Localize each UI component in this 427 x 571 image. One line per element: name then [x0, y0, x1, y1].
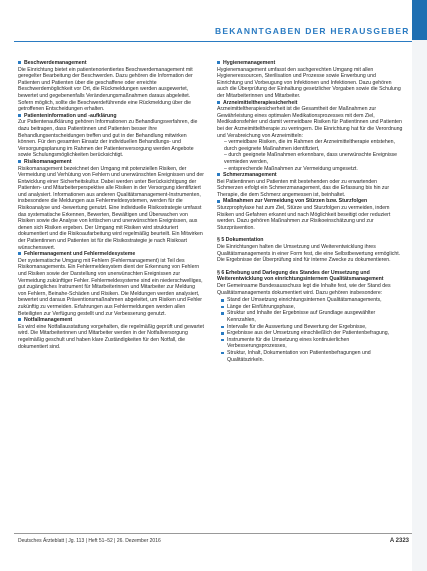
section-text: Der systematische Umgang mit Fehlern (Fehlermanagement) ist Teil des Risikomanagements. Ein Fehlermeldesystem dient der Erkennung von Fehlern und Risiken sowie der Darstellung von unerwünschten Ereignissen zur Vermeidung zukünftiger Fehler. Fehlermeldesysteme sind ein niederschwelliges, gut zugängliches Instrument für Mitarbeiterinnen und Mitarbeiter zur Meldung von Fehlern, Beinahe-Schäden und Risiken. Die Meldungen werden analysiert, bewertet und daraus Präventionsmaßnahmen abgeleitet, um Risiken und Fehler zukünftig zu vermeiden. Erfahrungen aus Fehlermeldungen werden allen Beteiligten zur Verfügung gestellt und zur Verbesserung genutzt.: [18, 257, 203, 317]
bullet-item: Struktur, Inhalt, Dokumentation von Patientenbefragungen und Qualitätszirkeln.: [227, 350, 403, 363]
section-item: [18, 159, 204, 251]
section-item: [18, 251, 204, 317]
section-title: Maßnahmen zur Vermeidung von Stürzen bzw. Sturzfolgen: [217, 198, 403, 205]
section-title: Hygienemanagement: [217, 60, 403, 67]
bullet-item: Stand der Umsetzung einrichtungsinternen Qualitätsmanagements,: [227, 297, 403, 304]
section-text: Hygienemanagement umfasst den sachgerechten Umgang mit allen Hygieneressourcen, Sterilisation und Prozesse sowie Erwerbung und Einrichtung und Vorbeugung von Infektionen und Infektionen. Dazu gehören auch die Überprüfung der Einhaltung gesetzlicher Vorgaben sowie die Schulung der Mitarbeiterinnen und Mitarbeiter.: [217, 66, 401, 99]
section-item: [217, 100, 403, 140]
paragraph-text: Die Einrichtungen halten die Umsetzung und Weiterentwicklung ihres Qualitätsmanagements in einer Form fest, die eine Selbstbewertung ermöglicht. Die Ergebnisse der Überprüfung sind für interne Zwecke zu dokumentieren.: [217, 244, 401, 264]
bullet-item: Instrumente für die Umsetzung eines kontinuierlichen Verbesserungsprozesses,: [227, 337, 403, 350]
section-title: Beschwerdemanagement: [18, 60, 204, 67]
section-text: Arzneimitteltherapiesicherheit ist die Gesamtheit der Maßnahmen zur Gewährleistung eines optimalen Medikationsprozesses mit dem Ziel, Medikationsfehler und damit vermeidbare Risiken für Patientinnen und Patienten bei der Arzneimitteltherapie zu verringern. Die Einrichtung hat für die Verordnung und Verabreichung von Arzneimitteln:: [217, 106, 403, 139]
bullet-item: Ergebnisse aus der Umsetzung einschließlich der Patientenbefragung,: [227, 330, 403, 337]
page-edge-strip: [412, 0, 427, 571]
bullet-item: Struktur und Inhalte der Ergebnisse auf Grundlage ausgewählter Kennzahlen,: [227, 310, 403, 323]
left-column: [18, 60, 204, 350]
bullet-item: Intervalle für die Auswertung und Bewertung der Ergebnisse,: [227, 324, 403, 331]
section-item: [217, 198, 403, 231]
sub-list-item: – vermeidbare Risiken, die im Rahmen der Arzneimitteltherapie entstehen, durch geeignete Maßnahmen identifiziert,: [224, 139, 403, 152]
bullet-item: Länge der Einführungsphase,: [227, 304, 403, 311]
section-item: [18, 113, 204, 159]
section-text: Bei Patientinnen und Patienten mit bestehenden oder zu erwartenden Schmerzen erfolgt ein Schmerzmanagement, das die Erfassung bis hin zur Therapie, die dem Schmerz angemessen ist, beinhaltet.: [217, 178, 390, 198]
section-title: Arzneimitteltherapiesicherheit: [217, 100, 403, 107]
sub-list-item: – durch geeignete Maßnahmen erkennbare, dass unerwünschte Ereignisse vermieden werden,: [224, 152, 403, 165]
section-text: Es wird eine Notfallausstattung vorgehalten, die regelmäßig geprüft und gewartet wird. Die Mitarbeiterinnen und Mitarbeiter werden in der Notfallversorgung regelmäßig geschult und haben klare Zuständigkeiten für den Notfall, die dokumentiert sind.: [18, 323, 204, 350]
section-text: Die Einrichtung bietet ein patientenorientiertes Beschwerdemanagement mit geregelter Bearbeitung der Beschwerden. Dazu gehören die Information der Patienten und Patienten über die geschaffene oder erreichte Beschwerdemöglichkeit vor Ort, die Rückmeldungen werden ausgewertet, bewertet und gegebenenfalls Veränderungsmaßnahmen daraus abgeleitet. Sofern möglich, sollte die Beschwerdeführende eine Rückmeldung über die getroffenen Entscheidungen erhalten.: [18, 66, 193, 113]
section-item: [18, 317, 204, 350]
section-item: [217, 60, 403, 100]
page-number: A 2323: [389, 538, 409, 544]
footer-citation: Deutsches Ärzteblatt | Jg. 113 | Heft 51–52 | 26. Dezember 2016: [18, 538, 161, 544]
section-text: Zur Patientenaufklärung gehören Informationen zu Behandlungsverfahren, die dazu beitragen, dass Patientinnen und Patienten besser ihre Behandlungsentscheidungen treffen und gut in der Behandlung mitwirken können. Für den gesamten Einsatz der individuellen Behandlungs- und Versorgungsplanung im Rahmen der Patientenversorgung werden Angebote sowie Schulungsmöglichkeiten berücksichtigt.: [18, 119, 198, 159]
section-tab: [412, 0, 427, 40]
page-header-title: BEKANNTGABEN DER HERAUSGEBER: [215, 26, 410, 36]
section-item: [18, 60, 204, 113]
section-text: Risikomanagement bezeichnet den Umgang mit potenziellen Risiken, der Vermeidung und Verhütung von Fehlern und unerwünschten Ereignissen und der Entwicklung einer Sicherheitskultur. Dabei werden unter Berücksichtigung der Patienten- und Mitarbeiterperspektive alle Risiken in der Versorgung identifiziert und analysiert. Informationen aus anderen Qualitätsmanagement-Instrumenten, insbesondere die Meldungen aus Fehlermeldesystemen, werden für die Risikoanalyse und -bewertung genutzt. Eine individuelle Risikostrategie umfasst das systematische Erkennen, Bewerten, Bewältigen und Überwachen von Risiken sowie die Analyse von kritischen und unerwünschten Ereignissen, aus denen sich Risiken ergeben. Der Umgang mit Risiken wird strukturiert dokumentiert und die Risikoaufarbeitung wird regelmäßig beurteilt. Ein Mitwirken der Patientinnen und Patienten ist für die Risikostrategie je nach Risikoart wünschenswert.: [18, 165, 205, 251]
header-divider: [14, 41, 412, 42]
right-column: [217, 60, 403, 364]
paragraph-text: Der Gemeinsame Bundesausschuss legt die Inhalte fest, wie der Stand des Qualitätsmanagements dokumentiert wird. Dazu gehören insbesondere:: [217, 283, 391, 296]
section-title: Risikomanagement: [18, 159, 204, 166]
section-title: Schmerzmanagement: [217, 172, 403, 179]
section-title: Notfallmanagement: [18, 317, 204, 324]
paragraph-heading: § 6 Erhebung und Darlegung des Standes der Umsetzung und Weiterentwicklung von einrichtungsinternem Qualitätsmanagement: [217, 269, 384, 283]
sub-list-item: – entsprechende Maßnahmen zur Vermeidung umgesetzt.: [224, 166, 403, 173]
sub-list: [217, 139, 403, 172]
footer-divider: [14, 533, 412, 534]
section-title: Fehlermanagement und Fehlermeldesysteme: [18, 251, 204, 258]
paragraph-heading: § 5 Dokumentation: [217, 237, 264, 244]
section-title: Patienteninformation und -aufklärung: [18, 113, 204, 120]
section-item: [217, 172, 403, 198]
bullet-list: [217, 297, 403, 363]
section-text: Sturzprophylaxe hat zum Ziel, Stürze und Sturzfolgen zu vermeiden, indem Risiken und Gefahren erkannt und nach Möglichkeit beseitigt oder reduziert werden. Dazu gehören Maßnahmen zur Risikoeinschätzung und zur Sturzprävention.: [217, 205, 391, 231]
